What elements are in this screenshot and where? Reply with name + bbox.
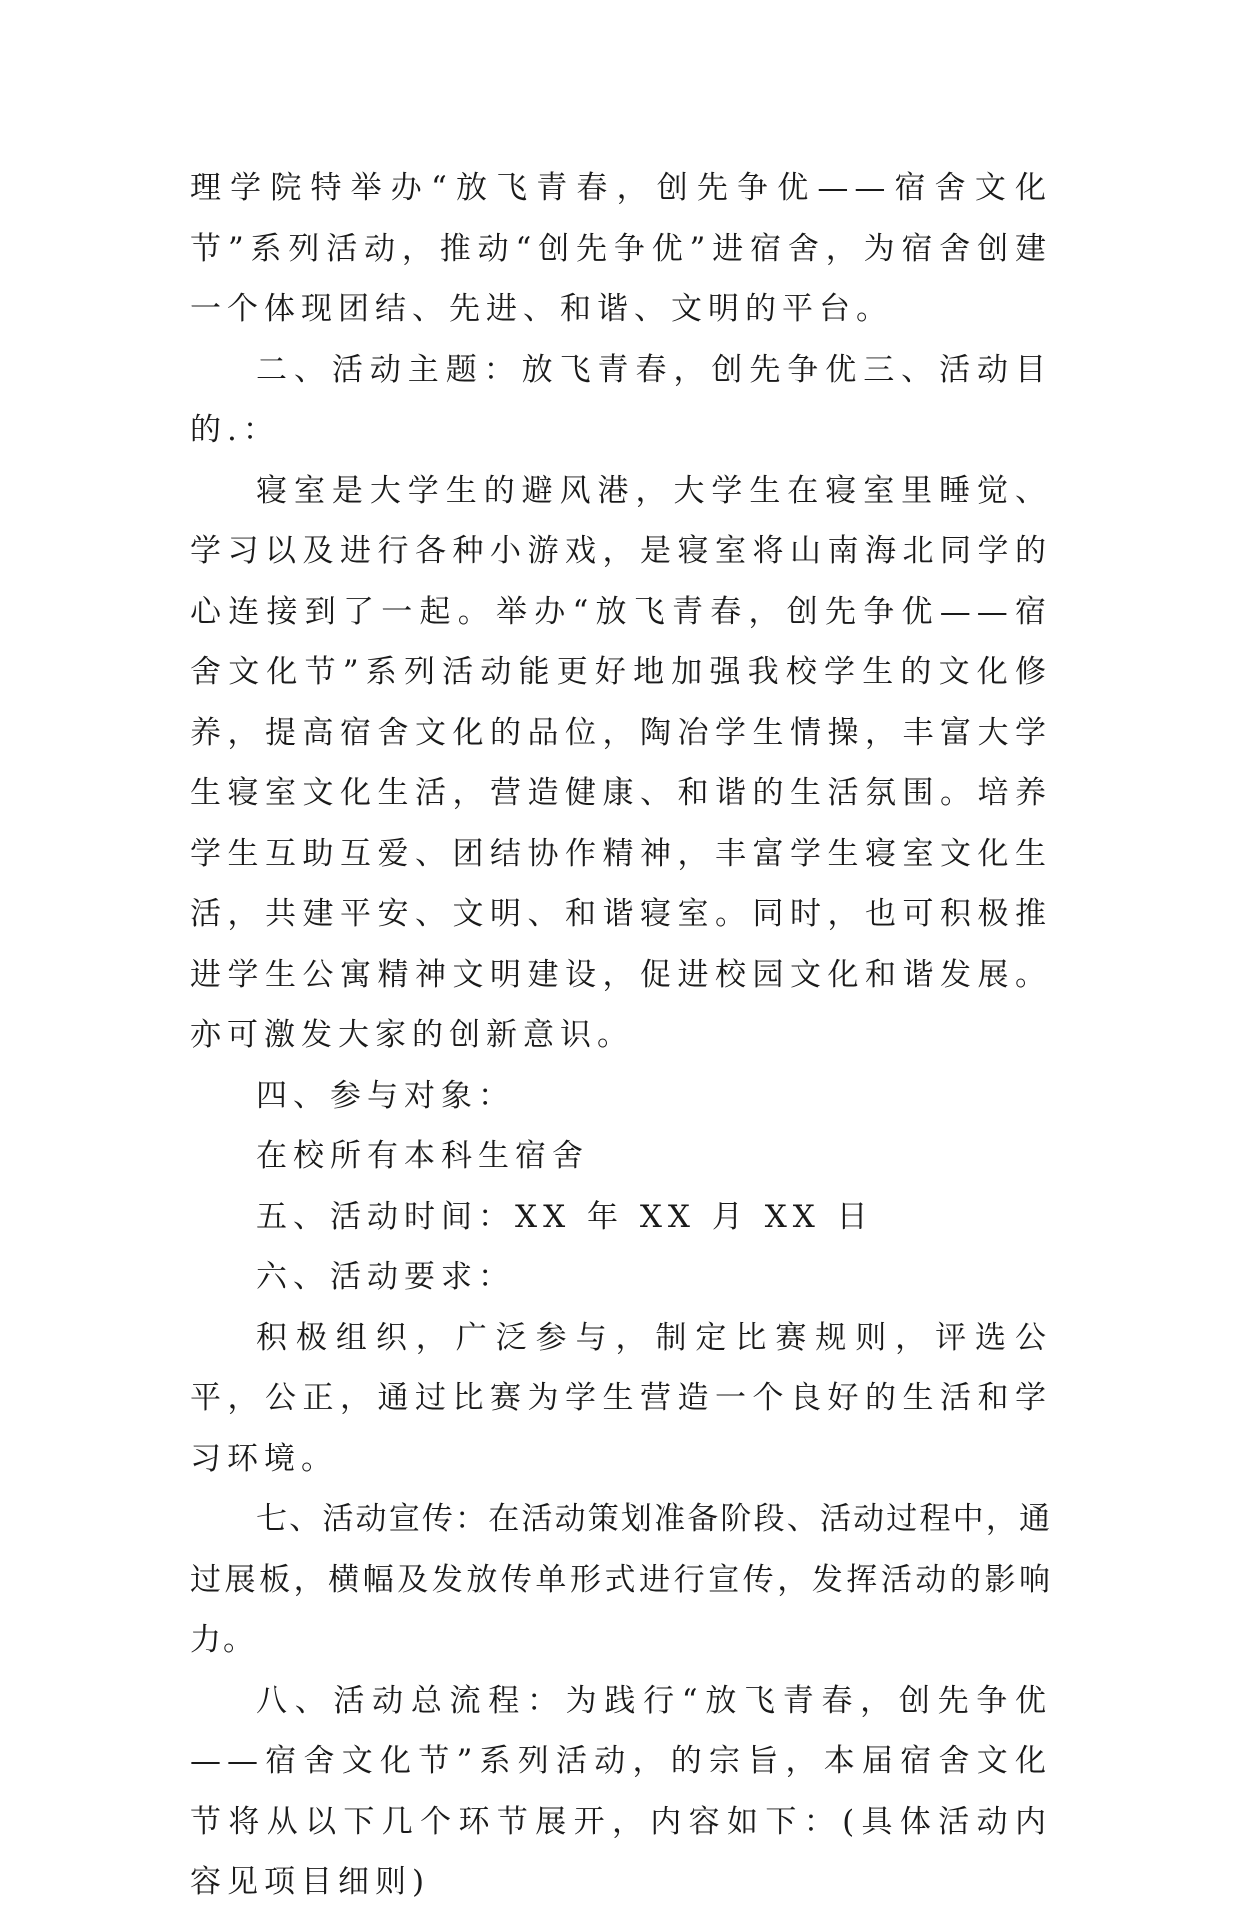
- paragraph-publicity: 七、活动宣传：在活动策划准备阶段、活动过程中，通过展板，横幅及发放传单形式进行宣传，发挥活动的影响力。: [190, 1501, 1052, 1658]
- paragraph-time: 五、活动时间：XX 年 XX 月 XX 日: [256, 1198, 874, 1235]
- paragraph-theme: 二、活动主题：放飞青春，创先争优三、活动目的.：: [190, 351, 1052, 448]
- paragraph-participants-heading: 四、参与对象：: [256, 1077, 515, 1114]
- paragraph-participants: 在校所有本科生宿舍: [256, 1138, 589, 1174]
- document-body: [190, 158, 1052, 1913]
- paragraph-process: 八、活动总流程：为践行“放飞青春，创先争优——宿舍文化节”系列活动，的宗旨，本届宿舍文化节将从以下几个环节展开，内容如下：(具体活动内容见项目细则): [190, 1682, 1052, 1900]
- paragraph-intro: 理学院特举办“放飞青春，创先争优——宿舍文化节”系列活动，推动“创先争优”进宿舍，为宿舍创建一个体现团结、先进、和谐、文明的平台。: [190, 170, 1052, 327]
- paragraph-purpose: 寝室是大学生的避风港，大学生在寝室里睡觉、学习以及进行各种小游戏，是寝室将山南海北同学的心连接到了一起。举办“放飞青春，创先争优——宿舍文化节”系列活动能更好地加强我校学生的文化修养，提高宿舍文化的品位，陶冶学生情操，丰富大学生寝室文化生活，营造健康、和谐的生活氛围。培养学生互助互爱、团结协作精神，丰富学生寝室文化生活，共建平安、文明、和谐寝室。同时，也可积极推进学生公寓精神文明建设，促进校园文化和谐发展。亦可激发大家的创新意识。: [190, 472, 1052, 1053]
- paragraph-requirements-heading: 六、活动要求：: [256, 1259, 515, 1295]
- paragraph-requirements: 积极组织，广泛参与，制定比赛规则，评选公平，公正，通过比赛为学生营造一个良好的生活和学习环境。: [190, 1319, 1052, 1477]
